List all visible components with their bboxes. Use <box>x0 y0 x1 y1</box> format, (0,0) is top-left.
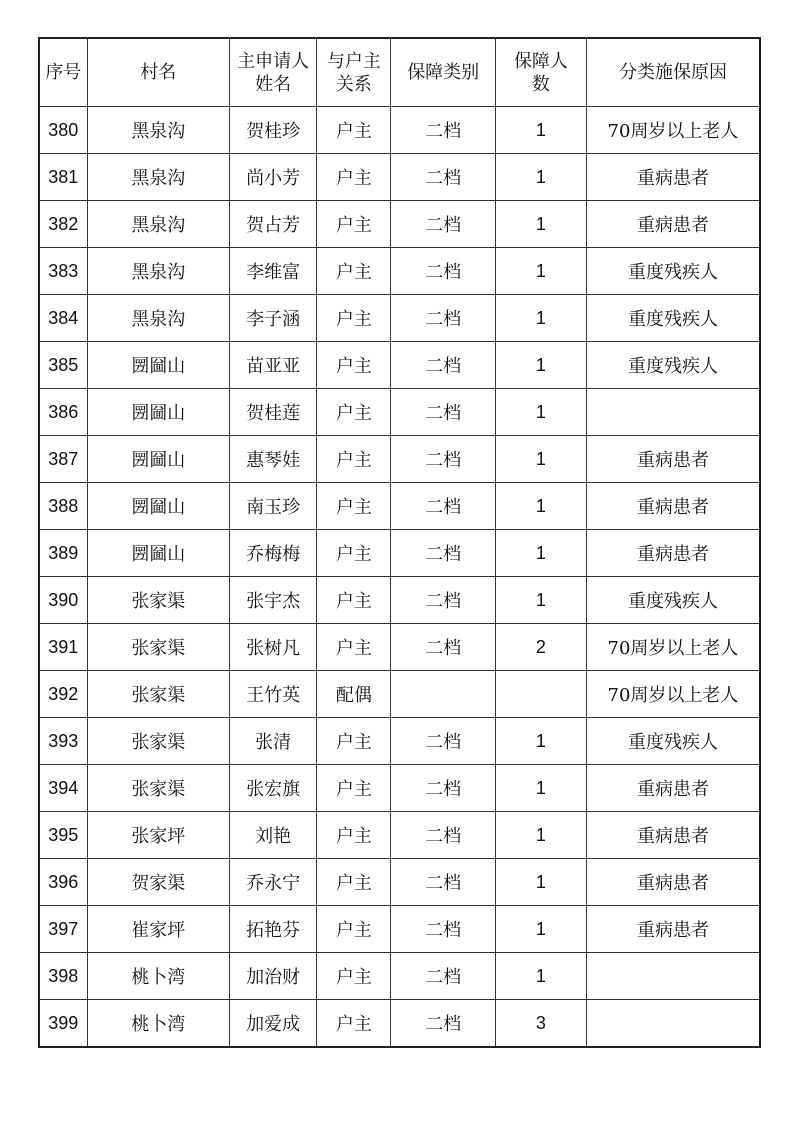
cell-village: 桃卜湾 <box>87 1000 229 1048</box>
cell-relation: 户主 <box>317 765 391 812</box>
cell-reason <box>586 953 760 1000</box>
cell-village: 贺家渠 <box>87 859 229 906</box>
cell-village: 张家渠 <box>87 577 229 624</box>
cell-village: 圐圙山 <box>87 389 229 436</box>
cell-count: 2 <box>495 624 586 671</box>
cell-name: 王竹英 <box>230 671 317 718</box>
cell-name: 乔梅梅 <box>230 530 317 577</box>
document-page <box>38 37 761 1048</box>
table-row <box>39 624 760 671</box>
cell-seq: 392 <box>39 671 87 718</box>
table-row <box>39 248 760 295</box>
cell-reason: 重病患者 <box>586 201 760 248</box>
cell-reason: 重病患者 <box>586 154 760 201</box>
cell-village: 张家渠 <box>87 765 229 812</box>
cell-reason: 重度残疾人 <box>586 718 760 765</box>
cell-count: 1 <box>495 342 586 389</box>
cell-seq: 388 <box>39 483 87 530</box>
cell-relation: 户主 <box>317 530 391 577</box>
cell-seq: 396 <box>39 859 87 906</box>
cell-name: 刘艳 <box>230 812 317 859</box>
table-header-row <box>39 38 760 107</box>
cell-name: 李子涵 <box>230 295 317 342</box>
cell-category: 二档 <box>391 859 495 906</box>
cell-village: 黑泉沟 <box>87 201 229 248</box>
cell-name: 贺占芳 <box>230 201 317 248</box>
cell-village: 黑泉沟 <box>87 154 229 201</box>
table-row <box>39 154 760 201</box>
cell-reason: 70周岁以上老人 <box>586 107 760 154</box>
cell-category <box>391 671 495 718</box>
cell-village: 圐圙山 <box>87 436 229 483</box>
table-row <box>39 436 760 483</box>
cell-village: 黑泉沟 <box>87 295 229 342</box>
cell-category: 二档 <box>391 389 495 436</box>
cell-category: 二档 <box>391 765 495 812</box>
cell-count: 1 <box>495 953 586 1000</box>
cell-category: 二档 <box>391 906 495 953</box>
cell-seq: 385 <box>39 342 87 389</box>
table-row <box>39 812 760 859</box>
cell-seq: 395 <box>39 812 87 859</box>
cell-seq: 389 <box>39 530 87 577</box>
cell-category: 二档 <box>391 1000 495 1048</box>
cell-village: 圐圙山 <box>87 342 229 389</box>
cell-reason: 70周岁以上老人 <box>586 624 760 671</box>
cell-relation: 户主 <box>317 389 391 436</box>
cell-count: 1 <box>495 483 586 530</box>
cell-village: 黑泉沟 <box>87 107 229 154</box>
header-village: 村名 <box>87 38 229 107</box>
header-reason: 分类施保原因 <box>586 38 760 107</box>
cell-category: 二档 <box>391 295 495 342</box>
table-row <box>39 906 760 953</box>
cell-reason: 重病患者 <box>586 483 760 530</box>
cell-reason: 重度残疾人 <box>586 577 760 624</box>
cell-seq: 383 <box>39 248 87 295</box>
cell-seq: 399 <box>39 1000 87 1048</box>
table-row <box>39 342 760 389</box>
cell-relation: 户主 <box>317 248 391 295</box>
header-category: 保障类别 <box>391 38 495 107</box>
cell-category: 二档 <box>391 436 495 483</box>
cell-seq: 387 <box>39 436 87 483</box>
cell-count: 1 <box>495 295 586 342</box>
cell-reason <box>586 1000 760 1048</box>
cell-relation: 户主 <box>317 624 391 671</box>
cell-count: 1 <box>495 389 586 436</box>
cell-name: 张清 <box>230 718 317 765</box>
cell-category: 二档 <box>391 483 495 530</box>
header-relation: 与户主关系 <box>317 38 391 107</box>
cell-name: 尚小芳 <box>230 154 317 201</box>
cell-reason: 重度残疾人 <box>586 295 760 342</box>
table-row <box>39 483 760 530</box>
cell-name: 惠琴娃 <box>230 436 317 483</box>
cell-category: 二档 <box>391 154 495 201</box>
cell-count: 3 <box>495 1000 586 1048</box>
cell-village: 张家渠 <box>87 671 229 718</box>
cell-seq: 398 <box>39 953 87 1000</box>
cell-name: 加爱成 <box>230 1000 317 1048</box>
cell-count: 1 <box>495 859 586 906</box>
cell-relation: 户主 <box>317 295 391 342</box>
cell-count: 1 <box>495 201 586 248</box>
cell-reason: 重病患者 <box>586 530 760 577</box>
table-row <box>39 530 760 577</box>
cell-name: 南玉珍 <box>230 483 317 530</box>
cell-name: 苗亚亚 <box>230 342 317 389</box>
cell-village: 崔家坪 <box>87 906 229 953</box>
cell-relation: 户主 <box>317 906 391 953</box>
table-row <box>39 107 760 154</box>
cell-seq: 397 <box>39 906 87 953</box>
cell-relation: 户主 <box>317 718 391 765</box>
cell-seq: 391 <box>39 624 87 671</box>
cell-count: 1 <box>495 577 586 624</box>
cell-village: 桃卜湾 <box>87 953 229 1000</box>
cell-name: 张树凡 <box>230 624 317 671</box>
cell-village: 圐圙山 <box>87 483 229 530</box>
cell-category: 二档 <box>391 624 495 671</box>
cell-name: 拓艳芬 <box>230 906 317 953</box>
cell-reason: 重度残疾人 <box>586 248 760 295</box>
cell-reason <box>586 389 760 436</box>
table-row <box>39 859 760 906</box>
cell-count <box>495 671 586 718</box>
cell-name: 张宇杰 <box>230 577 317 624</box>
table-row <box>39 201 760 248</box>
cell-reason: 重病患者 <box>586 436 760 483</box>
cell-relation: 户主 <box>317 201 391 248</box>
cell-name: 贺桂珍 <box>230 107 317 154</box>
cell-reason: 70周岁以上老人 <box>586 671 760 718</box>
cell-category: 二档 <box>391 107 495 154</box>
cell-relation: 户主 <box>317 577 391 624</box>
cell-village: 圐圙山 <box>87 530 229 577</box>
cell-count: 1 <box>495 812 586 859</box>
cell-count: 1 <box>495 530 586 577</box>
table-row <box>39 1000 760 1048</box>
cell-count: 1 <box>495 718 586 765</box>
header-count: 保障人数 <box>495 38 586 107</box>
cell-reason: 重病患者 <box>586 906 760 953</box>
cell-category: 二档 <box>391 530 495 577</box>
cell-count: 1 <box>495 107 586 154</box>
cell-count: 1 <box>495 436 586 483</box>
header-seq: 序号 <box>39 38 87 107</box>
cell-relation: 户主 <box>317 812 391 859</box>
cell-seq: 384 <box>39 295 87 342</box>
cell-name: 加治财 <box>230 953 317 1000</box>
cell-seq: 394 <box>39 765 87 812</box>
cell-relation: 户主 <box>317 436 391 483</box>
cell-count: 1 <box>495 906 586 953</box>
cell-category: 二档 <box>391 577 495 624</box>
cell-relation: 户主 <box>317 483 391 530</box>
table-row <box>39 953 760 1000</box>
cell-village: 张家渠 <box>87 624 229 671</box>
table-row <box>39 577 760 624</box>
cell-relation: 户主 <box>317 953 391 1000</box>
cell-village: 张家渠 <box>87 718 229 765</box>
cell-category: 二档 <box>391 812 495 859</box>
cell-relation: 户主 <box>317 154 391 201</box>
cell-count: 1 <box>495 765 586 812</box>
table-row <box>39 389 760 436</box>
cell-category: 二档 <box>391 248 495 295</box>
cell-count: 1 <box>495 248 586 295</box>
table-row <box>39 765 760 812</box>
cell-relation: 户主 <box>317 342 391 389</box>
cell-relation: 户主 <box>317 107 391 154</box>
cell-seq: 381 <box>39 154 87 201</box>
cell-seq: 386 <box>39 389 87 436</box>
cell-reason: 重病患者 <box>586 812 760 859</box>
cell-reason: 重度残疾人 <box>586 342 760 389</box>
cell-name: 乔永宁 <box>230 859 317 906</box>
cell-relation: 配偶 <box>317 671 391 718</box>
cell-village: 黑泉沟 <box>87 248 229 295</box>
cell-category: 二档 <box>391 953 495 1000</box>
cell-name: 李维富 <box>230 248 317 295</box>
table-row <box>39 671 760 718</box>
cell-seq: 393 <box>39 718 87 765</box>
cell-relation: 户主 <box>317 1000 391 1048</box>
cell-reason: 重病患者 <box>586 765 760 812</box>
cell-relation: 户主 <box>317 859 391 906</box>
header-applicant: 主申请人姓名 <box>230 38 317 107</box>
cell-seq: 382 <box>39 201 87 248</box>
cell-name: 贺桂莲 <box>230 389 317 436</box>
cell-village: 张家坪 <box>87 812 229 859</box>
cell-seq: 390 <box>39 577 87 624</box>
table-row <box>39 295 760 342</box>
cell-seq: 380 <box>39 107 87 154</box>
cell-reason: 重病患者 <box>586 859 760 906</box>
cell-category: 二档 <box>391 718 495 765</box>
cell-name: 张宏旗 <box>230 765 317 812</box>
cell-category: 二档 <box>391 342 495 389</box>
cell-category: 二档 <box>391 201 495 248</box>
table-row <box>39 718 760 765</box>
assistance-table <box>38 37 761 1048</box>
cell-count: 1 <box>495 154 586 201</box>
